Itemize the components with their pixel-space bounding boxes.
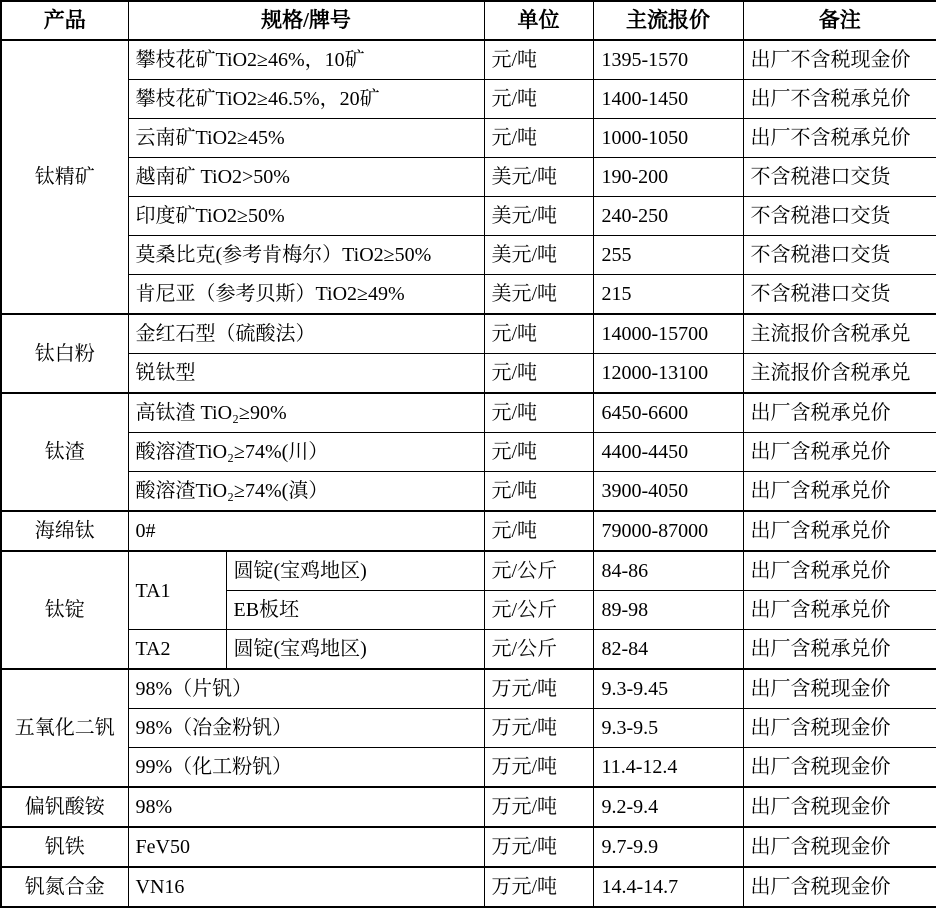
col-header-note: 备注: [743, 1, 936, 40]
table-row: [1, 197, 936, 236]
note-cell: 出厂含税承兑价: [743, 551, 936, 591]
price-cell: 14000-15700: [593, 314, 743, 354]
col-header-unit: 单位: [484, 1, 593, 40]
table-row: [1, 275, 936, 315]
subspec-cell: 圆锭(宝鸡地区): [226, 630, 484, 670]
spec-cell: 酸溶渣TiO₂≥74%(滇）: [128, 472, 484, 512]
table-row: [1, 472, 936, 512]
table-row: [1, 314, 936, 354]
note-cell: 出厂含税承兑价: [743, 511, 936, 551]
note-cell: 不含税港口交货: [743, 236, 936, 275]
table-row: [1, 748, 936, 788]
note-cell: 出厂含税现金价: [743, 669, 936, 709]
unit-cell: 元/吨: [484, 393, 593, 433]
table-row: [1, 827, 936, 867]
price-cell: 9.3-9.45: [593, 669, 743, 709]
note-cell: 出厂不含税承兑价: [743, 119, 936, 158]
note-cell: 不含税港口交货: [743, 158, 936, 197]
unit-cell: 万元/吨: [484, 669, 593, 709]
unit-cell: 元/吨: [484, 511, 593, 551]
note-cell: 不含税港口交货: [743, 197, 936, 236]
product-cell: 钛精矿: [1, 40, 128, 314]
unit-cell: 美元/吨: [484, 236, 593, 275]
note-cell: 主流报价含税承兑: [743, 314, 936, 354]
note-cell: 出厂含税现金价: [743, 748, 936, 788]
table-row: [1, 393, 936, 433]
unit-cell: 元/公斤: [484, 591, 593, 630]
unit-cell: 万元/吨: [484, 827, 593, 867]
table-row: [1, 669, 936, 709]
price-cell: 9.7-9.9: [593, 827, 743, 867]
note-cell: 不含税港口交货: [743, 275, 936, 315]
product-cell: 五氧化二钒: [1, 669, 128, 787]
table-row: [1, 119, 936, 158]
unit-cell: 元/吨: [484, 119, 593, 158]
spec-cell: FeV50: [128, 827, 484, 867]
table-row: [1, 80, 936, 119]
unit-cell: 元/公斤: [484, 551, 593, 591]
table-row: [1, 40, 936, 80]
spec-cell: 99%（化工粉钒）: [128, 748, 484, 788]
unit-cell: 元/吨: [484, 354, 593, 394]
unit-cell: 元/公斤: [484, 630, 593, 670]
price-cell: 79000-87000: [593, 511, 743, 551]
price-cell: 255: [593, 236, 743, 275]
spec-cell: 98%（片钒）: [128, 669, 484, 709]
price-cell: 11.4-12.4: [593, 748, 743, 788]
product-cell: 钒铁: [1, 827, 128, 867]
spec-cell: 印度矿TiO2≥50%: [128, 197, 484, 236]
price-cell: 14.4-14.7: [593, 867, 743, 907]
unit-cell: 元/吨: [484, 314, 593, 354]
grade-cell: TA2: [128, 630, 226, 670]
note-cell: 出厂含税现金价: [743, 827, 936, 867]
price-cell: 1000-1050: [593, 119, 743, 158]
table-row: [1, 511, 936, 551]
spec-cell: 锐钛型: [128, 354, 484, 394]
table-row: [1, 354, 936, 394]
spec-cell: 攀枝花矿TiO2≥46%，10矿: [128, 40, 484, 80]
unit-cell: 万元/吨: [484, 709, 593, 748]
unit-cell: 美元/吨: [484, 158, 593, 197]
price-cell: 4400-4450: [593, 433, 743, 472]
unit-cell: 元/吨: [484, 433, 593, 472]
spec-cell: 越南矿 TiO2>50%: [128, 158, 484, 197]
price-cell: 84-86: [593, 551, 743, 591]
grade-cell: TA1: [128, 551, 226, 630]
product-cell: 钛白粉: [1, 314, 128, 393]
header-row: [1, 1, 936, 40]
spec-cell: 酸溶渣TiO₂≥74%(川）: [128, 433, 484, 472]
spec-cell: 金红石型（硫酸法）: [128, 314, 484, 354]
note-cell: 出厂含税现金价: [743, 867, 936, 907]
product-cell: 钒氮合金: [1, 867, 128, 907]
col-header-price: 主流报价: [593, 1, 743, 40]
spec-cell: 高钛渣 TiO₂≥90%: [128, 393, 484, 433]
price-cell: 3900-4050: [593, 472, 743, 512]
note-cell: 出厂含税承兑价: [743, 393, 936, 433]
product-cell: 偏钒酸铵: [1, 787, 128, 827]
note-cell: 出厂含税承兑价: [743, 591, 936, 630]
unit-cell: 元/吨: [484, 472, 593, 512]
spec-cell: 莫桑比克(参考肯梅尔）TiO2≥50%: [128, 236, 484, 275]
product-cell: 钛渣: [1, 393, 128, 511]
note-cell: 出厂不含税现金价: [743, 40, 936, 80]
price-cell: 9.3-9.5: [593, 709, 743, 748]
table-row: [1, 236, 936, 275]
price-cell: 6450-6600: [593, 393, 743, 433]
unit-cell: 万元/吨: [484, 748, 593, 788]
col-header-product: 产品: [1, 1, 128, 40]
table-row: [1, 630, 936, 670]
unit-cell: 美元/吨: [484, 275, 593, 315]
note-cell: 出厂不含税承兑价: [743, 80, 936, 119]
spec-cell: 98%（冶金粉钒）: [128, 709, 484, 748]
price-cell: 190-200: [593, 158, 743, 197]
spec-cell: VN16: [128, 867, 484, 907]
unit-cell: 元/吨: [484, 80, 593, 119]
table-row: [1, 158, 936, 197]
note-cell: 出厂含税承兑价: [743, 472, 936, 512]
price-cell: 215: [593, 275, 743, 315]
product-cell: 钛锭: [1, 551, 128, 669]
spec-cell: 肯尼亚（参考贝斯）TiO2≥49%: [128, 275, 484, 315]
price-cell: 240-250: [593, 197, 743, 236]
table-row: [1, 787, 936, 827]
price-cell: 9.2-9.4: [593, 787, 743, 827]
spec-cell: 0#: [128, 511, 484, 551]
spec-cell: 98%: [128, 787, 484, 827]
unit-cell: 美元/吨: [484, 197, 593, 236]
table-row: [1, 433, 936, 472]
note-cell: 主流报价含税承兑: [743, 354, 936, 394]
note-cell: 出厂含税现金价: [743, 709, 936, 748]
table-row: [1, 709, 936, 748]
price-cell: 89-98: [593, 591, 743, 630]
price-cell: 12000-13100: [593, 354, 743, 394]
product-cell: 海绵钛: [1, 511, 128, 551]
col-header-spec: 规格/牌号: [128, 1, 484, 40]
spec-cell: 云南矿TiO2≥45%: [128, 119, 484, 158]
unit-cell: 万元/吨: [484, 867, 593, 907]
subspec-cell: 圆锭(宝鸡地区): [226, 551, 484, 591]
note-cell: 出厂含税承兑价: [743, 433, 936, 472]
table-row: [1, 551, 936, 591]
price-cell: 82-84: [593, 630, 743, 670]
note-cell: 出厂含税承兑价: [743, 630, 936, 670]
table-row: [1, 867, 936, 907]
price-cell: 1395-1570: [593, 40, 743, 80]
price-cell: 1400-1450: [593, 80, 743, 119]
spec-cell: 攀枝花矿TiO2≥46.5%，20矿: [128, 80, 484, 119]
subspec-cell: EB板坯: [226, 591, 484, 630]
unit-cell: 万元/吨: [484, 787, 593, 827]
note-cell: 出厂含税现金价: [743, 787, 936, 827]
unit-cell: 元/吨: [484, 40, 593, 80]
